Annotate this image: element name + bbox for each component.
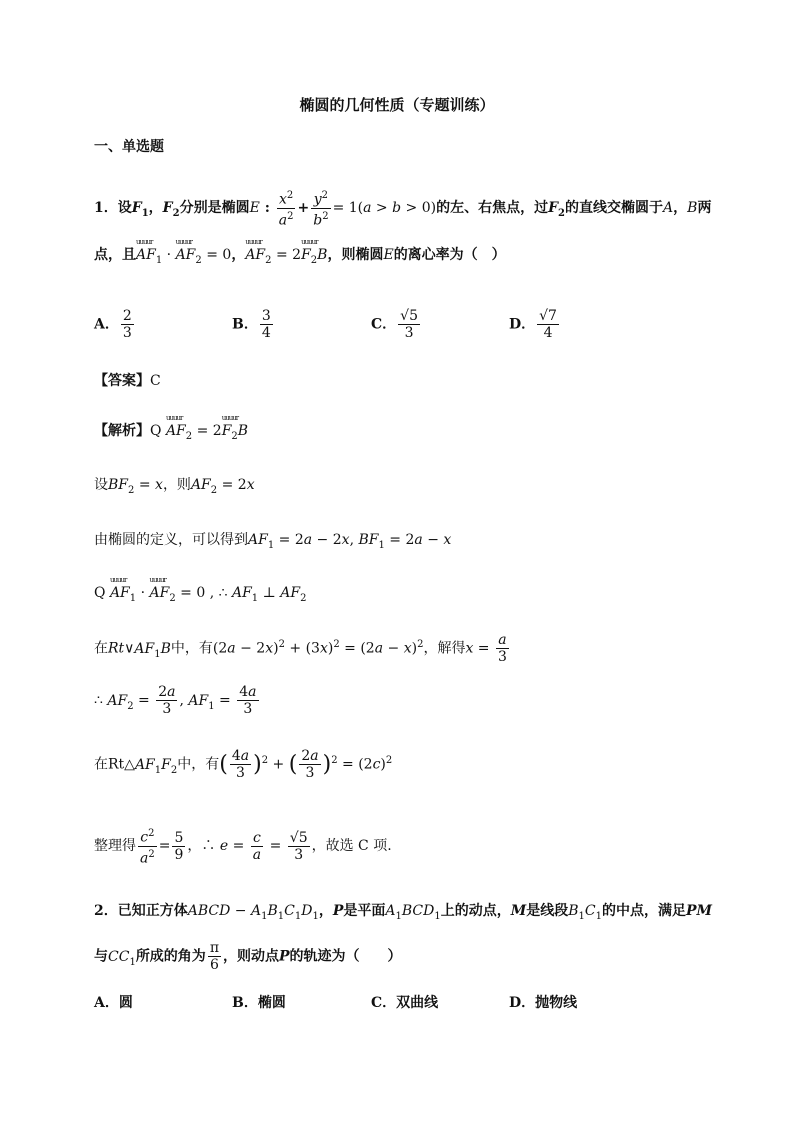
section-heading: 一、单选题 [94, 139, 164, 155]
option-c[interactable]: C． $\frac{√5}{3}$ [371, 308, 418, 341]
question-1-stem: 1．设$F_1$，$F_2$分别是椭圆E : $\frac{x^2}{a^2}$ + $\frac{y^2}{b^2}$ = 1(a > b > 0)的左、右焦点，过$F_2$的直线交椭圆于A，B两 [94, 190, 712, 229]
question-2-stem-cont: 与$CC_1$所成的角为 $\frac{\pi}{6}$ ，则动点P的轨迹为（ ） [94, 940, 402, 973]
analysis-line-5: 在$Rt\vee AF_1B$中，有$(2a - 2x)^2 + (3x)^2 = (2a - x)^2$，解得x = $\frac{a}{3}$ [94, 632, 507, 665]
question-2-stem: 2．已知正方体ABCD − $A_1B_1C_1D_1$，P是平面$A_1BCD_1$上的动点，M是线段$B_1C_1$的中点，满足PM [94, 903, 713, 922]
analysis-line-2: 设$BF_2 = x$，则$AF_2 = 2x$ [94, 477, 255, 496]
analysis-line-3: 由椭圆的定义，可以得到$AF_1 = 2a - 2x$, $BF_1 = 2a - x$ [94, 532, 452, 551]
page-title: 椭圆的几何性质（专题训练） [299, 96, 495, 114]
question-2-options [94, 992, 694, 1016]
option-a[interactable]: A．圆 [94, 995, 133, 1011]
analysis-line-6: ∴ $AF_2$ = $\frac{2a}{3}$ , $AF_1$ = $\frac{4a}{3}$ [94, 684, 257, 717]
option-b[interactable]: B．椭圆 [232, 995, 286, 1011]
analysis-line-7: 在$Rt\triangle AF_1F_2$中，有( $\frac{4a}{3}$ )$^2$ + ( $\frac{2a}{3}$ )$^2 = (2c)^2$ [94, 748, 393, 781]
analysis-line-4: Q uuuur $AF_1$ · uuuur $AF_2 = 0$ , ∴ $AF_1$ ⊥ $AF_2$ [94, 585, 306, 604]
ellipse-equation: E [249, 200, 260, 217]
option-c[interactable]: C．双曲线 [371, 995, 439, 1011]
question-1-options [94, 300, 694, 344]
answer-line: 【答案】C [94, 373, 161, 389]
analysis-line-1: 【解析】Q uuuur $AF_2$ = 2uuuur $F_2B$ [94, 420, 248, 442]
analysis-line-8: 整理得 $\frac{c^2}{a^2}$ = $\frac{5}{9}$ ，∴ e = $\frac{c}{a}$ = $\frac{√5}{3}$ ，故选 C 项. [94, 828, 392, 867]
option-d[interactable]: D． $\frac{√7}{4}$ [509, 308, 557, 341]
option-d[interactable]: D．抛物线 [509, 995, 578, 1011]
option-b[interactable]: B． $\frac{3}{4}$ [232, 308, 271, 341]
option-a[interactable]: A． $\frac{2}{3}$ [94, 308, 132, 341]
question-1-stem-cont: 点，且uuuur $AF_1$ · uuuur $AF_2 = 0$，uuuur $AF_2$ = 2uuuur $F_2B$，则椭圆E的离心率为（ ） [94, 244, 506, 266]
